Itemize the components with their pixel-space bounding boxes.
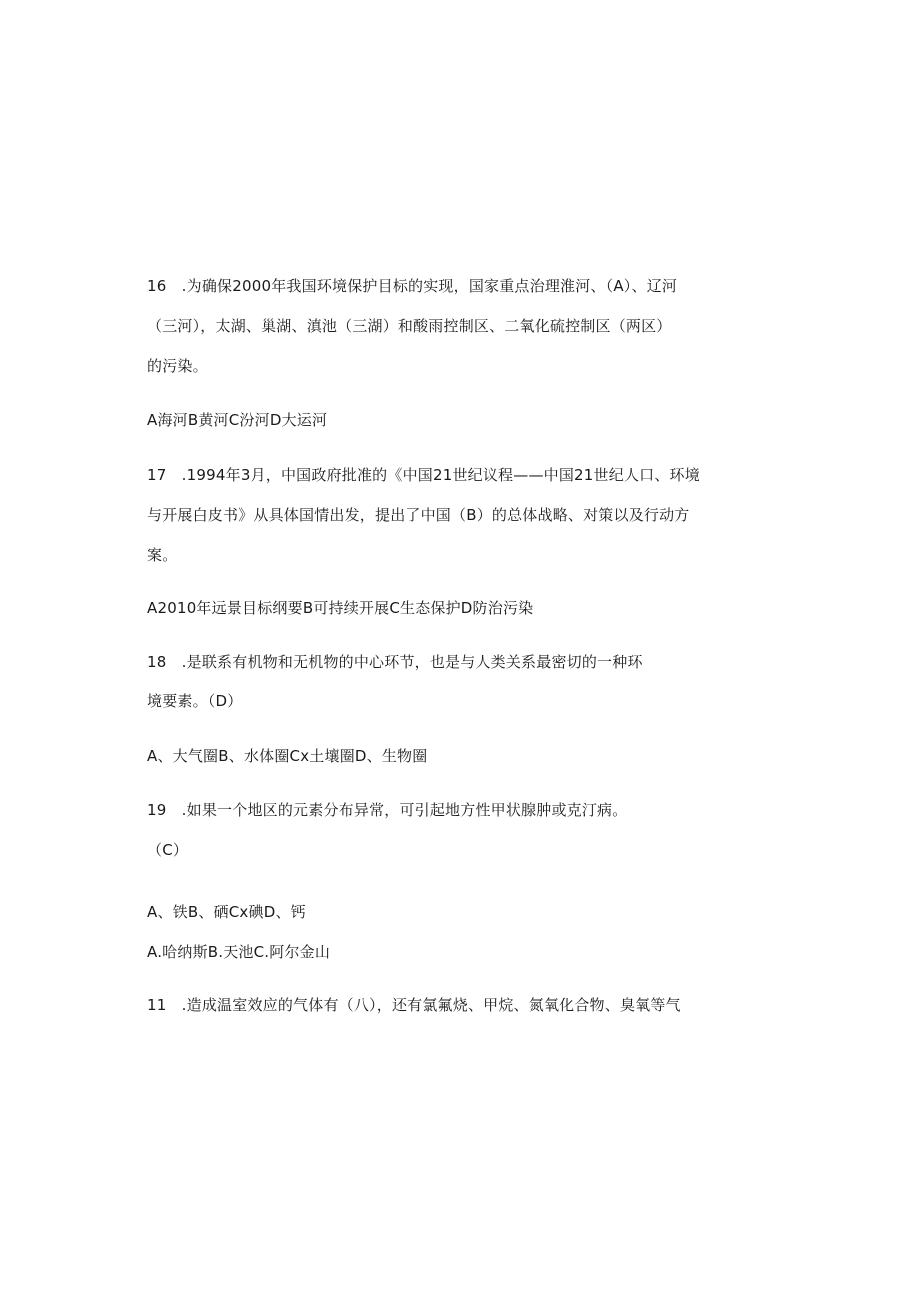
question-18-options: A、大气圈B、水体圈Cx土壤圈D、生物圈: [147, 747, 428, 765]
question-19-line-2: （C）: [147, 841, 189, 859]
question-18-line-1: 18 .是联系有机物和无机物的中心环节，也是与人类关系最密切的一种环: [147, 653, 643, 671]
question-19-line-1: 19 .如果一个地区的元素分布异常，可引起地方性甲状腺肿或克汀病。: [147, 801, 628, 819]
question-19-options: A、铁B、硒Cx碘D、钙: [147, 903, 306, 921]
question-16-options: A海河B黄河C汾河D大运河: [147, 411, 328, 429]
question-17-line-2: 与开展白皮书》从具体国情出发，提出了中国（B）的总体战略、对策以及行动方: [147, 506, 690, 524]
question-11-line-1: 11 .造成温室效应的气体有（八），还有氯氟烧、甲烷、氮氧化合物、臭氧等气: [147, 996, 681, 1014]
extra-options: A.哈纳斯B.天池C.阿尔金山: [147, 943, 331, 961]
question-17-options: A2010年远景目标纲要B可持续开展C生态保护D防治污染: [147, 599, 534, 617]
question-16-line-1: 16 .为确保2000年我国环境保护目标的实现，国家重点治理淮河、（A）、辽河: [147, 277, 678, 295]
question-17-line-1: 17 .1994年3月，中国政府批准的《中国21世纪议程——中国21世纪人口、环境: [147, 466, 700, 484]
question-16-line-2: （三河），太湖、巢湖、滇池（三湖）和酸雨控制区、二氧化硫控制区（两区）: [147, 317, 672, 335]
question-17-line-3: 案。: [147, 546, 178, 564]
question-16-line-3: 的污染。: [147, 357, 208, 375]
question-18-line-2: 境要素。（D）: [147, 692, 243, 710]
